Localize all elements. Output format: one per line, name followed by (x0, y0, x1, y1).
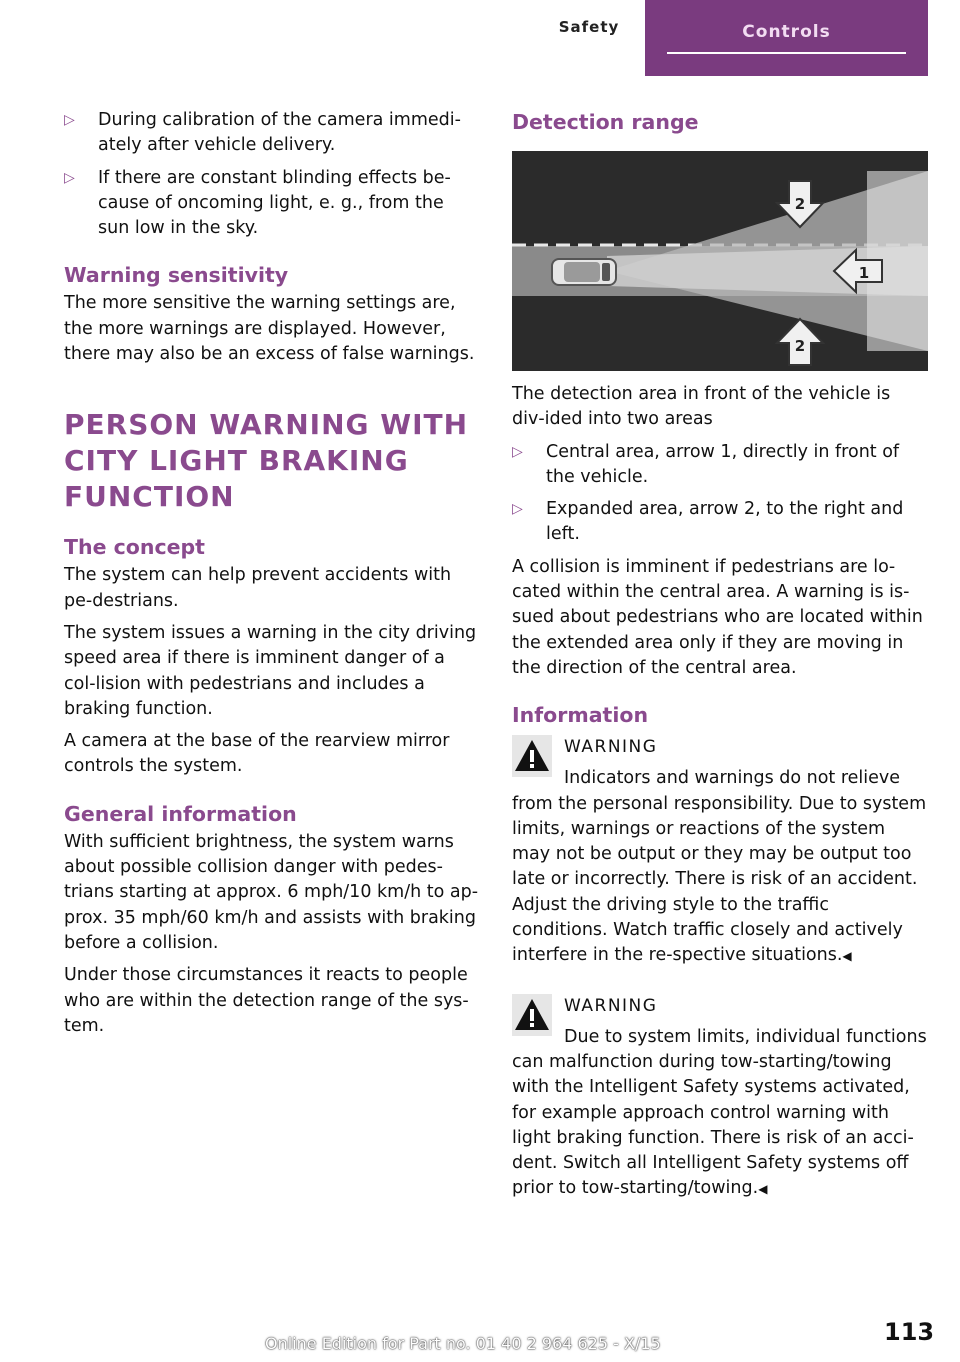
bullet-marker-icon: ▷ (64, 112, 75, 128)
tab-safety: Safety (558, 18, 620, 36)
arrow-label-expanded-bottom: 2 (794, 337, 806, 355)
concept-heading: The concept (64, 535, 205, 560)
warning-text-wrap (512, 1025, 928, 1203)
warning-block (512, 994, 928, 1203)
warning-triangle-icon (512, 735, 552, 777)
warning-block (512, 735, 928, 969)
end-mark-icon: ◀ (842, 949, 852, 964)
warning-triangle-icon (512, 994, 552, 1036)
warning-text: Indicators and warnings do not relieve from the personal responsibility. Due to system limits, warnings or reactions of the system may not be output or they may be output too late or incorrectly. There is risk of an accident. Adjust the driving style to the traffic conditions. Watch traffic closely and actively interfere in the re‐spective situations. (512, 768, 927, 966)
concept-paragraph: The system issues a warning in the city driving speed area if there is imminent danger of a col‐lision with pedestrians and includes a braking function. (64, 622, 477, 719)
warning-sensitivity-heading: Warning sensitivity (64, 263, 289, 288)
arrow-label-expanded-top: 2 (794, 195, 806, 213)
bullet-marker-icon: ▷ (512, 443, 523, 460)
page-number: 113 (884, 1318, 935, 1346)
concept-paragraph: A camera at the base of the rearview mirror controls the system. (64, 731, 450, 777)
warning-text: Due to system limits, individual functions can malfunction during tow-starting/towing with the Intelligent Safety systems activated, for example approach control warning with light braking function. There is risk of an acci‐dent. Switch all Intelligent Safety systems off prior to tow-starting/towing. (512, 1026, 927, 1199)
tab-controls (645, 0, 928, 76)
list-item (64, 108, 480, 159)
warning-text-wrap (512, 766, 928, 969)
list-item-text: Expanded area, arrow 2, to the right and left. (546, 499, 904, 545)
end-mark-icon: ◀ (758, 1182, 768, 1197)
general-paragraph: Under those circumstances it reacts to people who are within the detection range of the sys‐tem. (64, 965, 469, 1036)
right-column-body (512, 382, 928, 1210)
detection-range-figure (512, 151, 928, 371)
list-item (512, 440, 928, 491)
warning-sensitivity-text: The more sensitive the warning settings are, the more warnings are displayed. However, there may also be an excess of false warnings. (64, 293, 475, 365)
list-item-text: If there are constant blinding effects be‐cause of oncoming light, e. g., from the sun low in the sky. (98, 167, 451, 239)
vehicle-icon (552, 259, 616, 285)
section-heading: PERSON WARNING WITH CITY LIGHT BRAKING FUNCTION (64, 408, 469, 514)
list-item (512, 497, 928, 548)
tab-controls-label: Controls (742, 22, 831, 42)
warning-title: WARNING (564, 737, 658, 758)
detection-paragraph: A collision is imminent if pedestrians are lo‐cated within the central area. A warning is is‐sued about pedestrians who are located within the extended area only if they are moving in the direction of the central area. (512, 556, 923, 678)
general-paragraph: With sufficient brightness, the system warns about possible collision danger with pedes‐trians starting at approx. 6 mph/10 km/h to ap‐prox. 35 mph/60 km/h and assists with braking before a collision. (64, 831, 479, 953)
general-information-heading: General information (64, 801, 297, 826)
bullet-marker-icon: ▷ (64, 169, 75, 186)
detection-range-heading: Detection range (512, 110, 699, 134)
concept-paragraph: The system can help prevent accidents with pe‐destrians. (64, 565, 452, 611)
information-heading: Information (512, 703, 649, 728)
list-item-text: During calibration of the camera immedi‐ately after vehicle delivery. (98, 110, 461, 156)
edition-text: Online Edition for Part no. 01 40 2 964 625 - X/15 (265, 1334, 661, 1353)
bullet-marker-icon: ▷ (512, 501, 523, 518)
right-column (512, 108, 928, 138)
list-item (64, 166, 480, 242)
left-column (64, 108, 480, 1046)
list-item-text: Central area, arrow 1, directly in front of the vehicle. (546, 441, 900, 487)
warning-title: WARNING (564, 995, 658, 1016)
detection-paragraph: The detection area in front of the vehicle is div‐ided into two areas (512, 384, 891, 430)
arrow-label-central: 1 (858, 264, 870, 282)
